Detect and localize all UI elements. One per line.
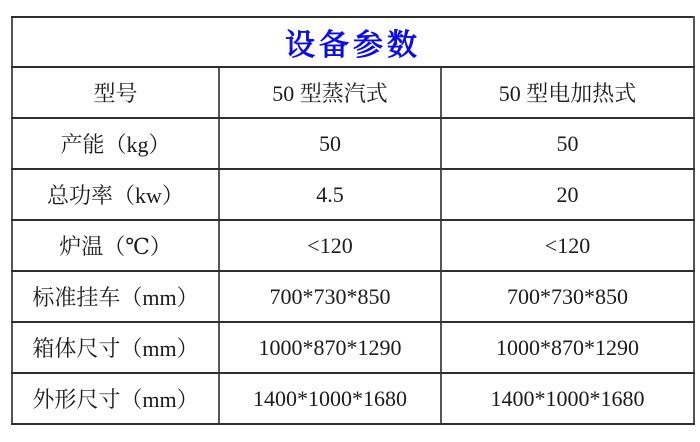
- header-row: [12, 67, 694, 118]
- table-row: [12, 118, 694, 169]
- cell-value: 50: [441, 118, 694, 169]
- row-label-oven-temp: 炉温（℃）: [12, 220, 219, 271]
- cell-value: 700*730*850: [219, 271, 441, 322]
- row-label-model: 型号: [12, 67, 219, 118]
- cell-value: 700*730*850: [441, 271, 694, 322]
- cell-value: 50: [219, 118, 441, 169]
- cell-value: <120: [219, 220, 441, 271]
- table-row: [12, 373, 694, 424]
- cell-value: 1400*1000*1680: [441, 373, 694, 424]
- table-row: [12, 271, 694, 322]
- cell-value: 1000*870*1290: [441, 322, 694, 373]
- cell-value: <120: [441, 220, 694, 271]
- row-label-box-size: 箱体尺寸（mm）: [12, 322, 219, 373]
- cell-value: 20: [441, 169, 694, 220]
- table-row: [12, 220, 694, 271]
- row-label-overall-size: 外形尺寸（mm）: [12, 373, 219, 424]
- header-steam-type: 50 型蒸汽式: [219, 67, 441, 118]
- row-label-total-power: 总功率（kw）: [12, 169, 219, 220]
- equipment-params-table: [11, 16, 695, 425]
- cell-value: 1000*870*1290: [219, 322, 441, 373]
- table-row: [12, 169, 694, 220]
- cell-value: 4.5: [219, 169, 441, 220]
- row-label-standard-cart: 标准挂车（mm）: [12, 271, 219, 322]
- header-electric-type: 50 型电加热式: [441, 67, 694, 118]
- cell-value: 1400*1000*1680: [219, 373, 441, 424]
- row-label-capacity: 产能（kg）: [12, 118, 219, 169]
- table-row: [12, 322, 694, 373]
- title-row: [12, 17, 694, 67]
- table-title: 设备参数: [12, 17, 694, 67]
